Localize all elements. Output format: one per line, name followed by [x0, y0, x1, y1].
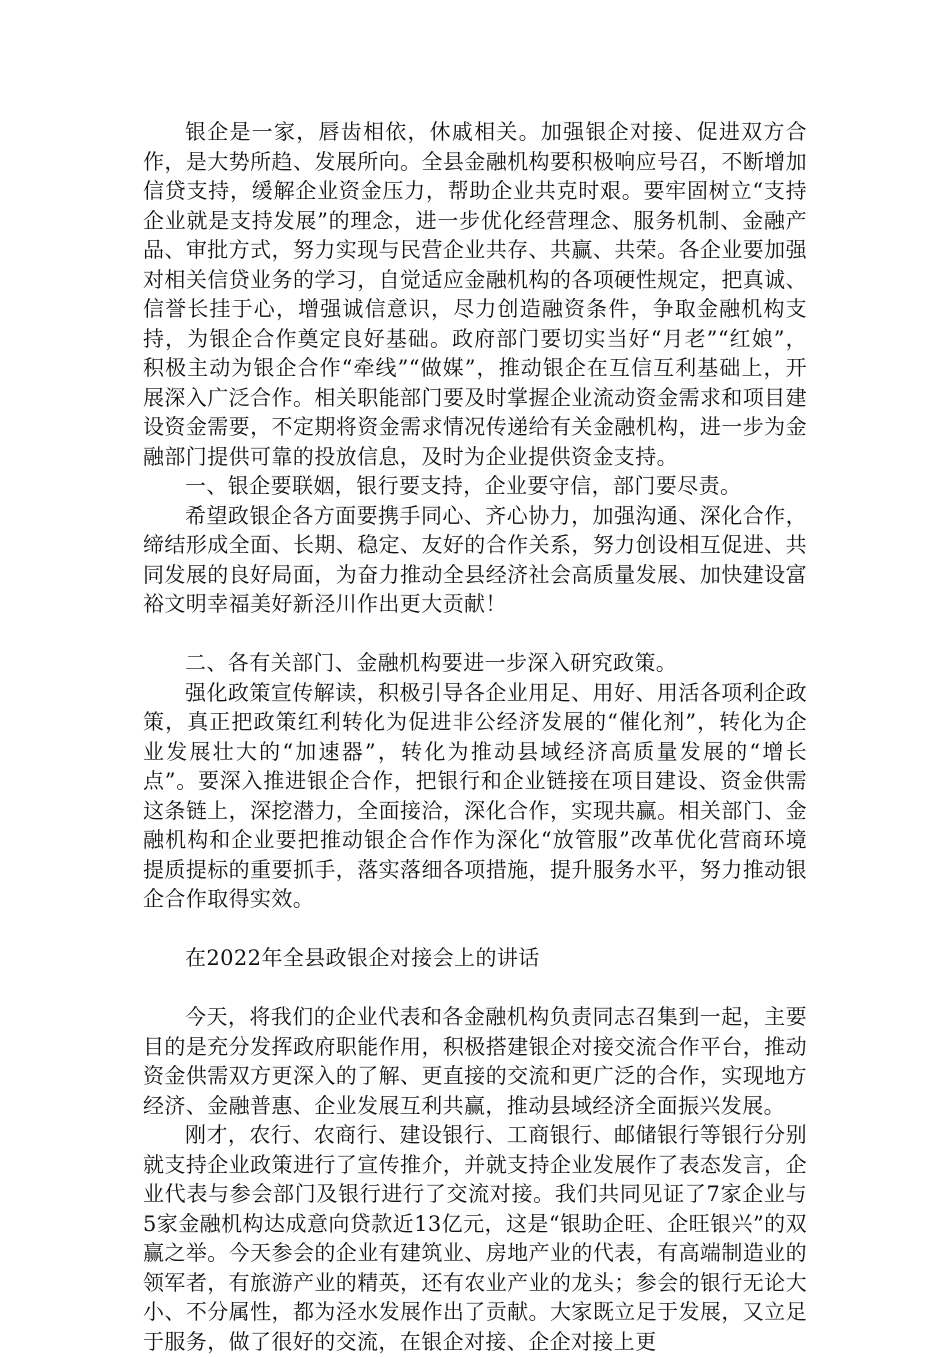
section-heading: 二、各有关部门、金融机构要进一步深入研究政策。: [185, 651, 678, 675]
body-paragraph: 希望政银企各方面要携手同心、齐心协力，加强沟通、深化合作，缔结形成全面、长期、稳定、友好的合作关系，努力创设相互促进、共同发展的良好局面，为奋力推动全县经济社会高质量发展、加快建设富裕文明幸福美好新泾川作出更大贡献！: [143, 503, 807, 616]
body-paragraph: 刚才，农行、农商行、建设银行、工商银行、邮储银行等银行分别就支持企业政策进行了宣传推介，并就支持企业发展作了表态发言，企业代表与参会部门及银行进行了交流对接。我们共同见证了7家企业与5家金融机构达成意向贷款近13亿元，这是“银助企旺、企旺银兴”的双赢之举。今天参会的企业有建筑业、房地产业的代表，有高端制造业的领军者，有旅游产业的精英，还有农业产业的龙头；参会的银行无论大小、不分属性，都为泾水发展作出了贡献。大家既立足于发展，又立足于服务，做了很好的交流，在银企对接、企企对接上更: [143, 1123, 807, 1354]
body-paragraph: 强化政策宣传解读，积极引导各企业用足、用好、用活各项利企政策，真正把政策红利转化为促进非公经济发展的“催化剂”，转化为企业发展壮大的“加速器”，转化为推动县域经济高质量发展的“增长点”。要深入推进银企合作，把银行和企业链接在项目建设、资金供需这条链上，深挖潜力，全面接洽，深化合作，实现共赢。相关部门、金融机构和企业要把推动银企合作作为深化“放管服”改革优化营商环境提质提标的重要抓手，落实落细各项措施，提升服务水平，努力推动银企合作取得实效。: [143, 680, 807, 911]
section-heading: 一、银企要联姻，银行要支持，企业要守信，部门要尽责。: [185, 474, 742, 498]
speech-title: 在2022年全县政银企对接会上的讲话: [185, 946, 540, 970]
body-paragraph: 银企是一家，唇齿相依，休戚相关。加强银企对接、促进双方合作，是大势所趋、发展所向。全县金融机构要积极响应号召，不断增加信贷支持，缓解企业资金压力，帮助企业共克时艰。要牢固树立“支持企业就是支持发展”的理念，进一步优化经营理念、服务机制、金融产品、审批方式，努力实现与民营企业共存、共赢、共荣。各企业要加强对相关信贷业务的学习，自觉适应金融机构的各项硬性规定，把真诚、信誉长挂于心，增强诚信意识，尽力创造融资条件，争取金融机构支持，为银企合作奠定良好基础。政府部门要切实当好“月老”“红娘”，积极主动为银企合作“牵线”“做媒”，推动银企在互信互利基础上，开展深入广泛合作。相关职能部门要及时掌握企业流动资金需求和项目建设资金需要，不定期将资金需求情况传递给有关金融机构，进一步为金融部门提供可靠的投放信息，及时为企业提供资金支持。: [143, 120, 807, 469]
body-paragraph: 今天，将我们的企业代表和各金融机构负责同志召集到一起，主要目的是充分发挥政府职能作用，积极搭建银企对接交流合作平台，推动资金供需双方更深入的了解、更直接的交流和更广泛的合作，实现地方经济、金融普惠、企业发展互利共赢，推动县域经济全面振兴发展。: [143, 1005, 807, 1118]
document-body: [143, 118, 807, 1357]
